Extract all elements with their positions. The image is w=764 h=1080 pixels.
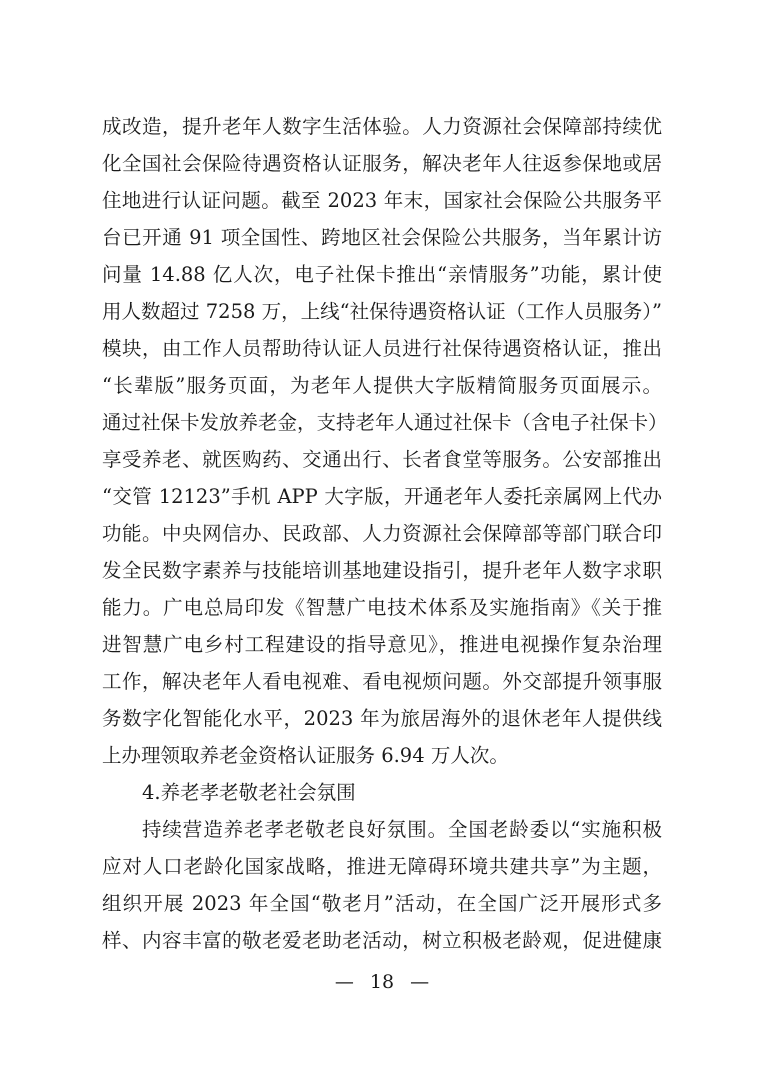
- text-line: 住地进行认证问题。截至 2023 年末，国家社会保险公共服务平: [102, 189, 662, 212]
- text-line: 进智慧广电乡村工程建设的指导意见》，推进电视操作复杂治理: [102, 633, 662, 656]
- text-line: 上办理领取养老金资格认证服务 6.94 万人次。: [102, 744, 509, 767]
- text-line: 持续营造养老孝老敬老良好氛围。全国老龄委以“实施积极: [142, 818, 662, 841]
- text-line: “长辈版”服务页面，为老年人提供大字版精简服务页面展示。: [102, 374, 662, 397]
- body-text: [102, 108, 668, 959]
- page-footer: [0, 968, 764, 996]
- text-line: 化全国社会保险待遇资格认证服务，解决老年人往返参保地或居: [102, 152, 662, 175]
- footer-dash-right: —: [410, 971, 430, 993]
- text-line: 问量 14.88 亿人次，电子社保卡推出“亲情服务”功能，累计使: [102, 263, 662, 286]
- text-line: “交管 12123”手机 APP 大字版，开通老年人委托亲属网上代办: [102, 485, 662, 508]
- page-number: 18: [369, 971, 395, 993]
- text-line: 模块，由工作人员帮助待认证人员进行社保待遇资格认证，推出: [102, 337, 662, 360]
- text-line: 通过社保卡发放养老金，支持老年人通过社保卡（含电子社保卡）: [102, 411, 668, 434]
- text-line: 样、内容丰富的敬老爱老助老活动，树立积极老龄观，促进健康: [102, 929, 662, 952]
- text-line: 能力。广电总局印发《智慧广电技术体系及实施指南》《关于推: [102, 596, 662, 619]
- text-line: 功能。中央网信办、民政部、人力资源社会保障部等部门联合印: [102, 522, 662, 545]
- paragraph-2: [102, 811, 662, 959]
- text-line: 台已开通 91 项全国性、跨地区社会保险公共服务，当年累计访: [102, 226, 662, 249]
- text-line: 应对人口老龄化国家战略，推进无障碍环境共建共享”为主题，: [102, 855, 662, 878]
- text-line: 用人数超过 7258 万，上线“社保待遇资格认证（工作人员服务）”: [102, 300, 662, 323]
- text-line: 工作，解决老年人看电视难、看电视烦问题。外交部提升领事服: [102, 670, 662, 693]
- text-line: 务数字化智能化水平，2023 年为旅居海外的退休老年人提供线: [102, 707, 662, 730]
- text-line: 成改造，提升老年人数字生活体验。人力资源社会保障部持续优: [102, 115, 662, 138]
- text-line: 享受养老、就医购药、交通出行、长者食堂等服务。公安部推出: [102, 448, 662, 471]
- section-heading: 4.养老孝老敬老社会氛围: [142, 781, 356, 804]
- text-line: 组织开展 2023 年全国“敬老月”活动，在全国广泛开展形式多: [102, 892, 662, 915]
- paragraph-1: [102, 108, 668, 774]
- text-line: 发全民数字素养与技能培训基地建设指引，提升老年人数字求职: [102, 559, 662, 582]
- footer-dash-left: —: [334, 971, 354, 993]
